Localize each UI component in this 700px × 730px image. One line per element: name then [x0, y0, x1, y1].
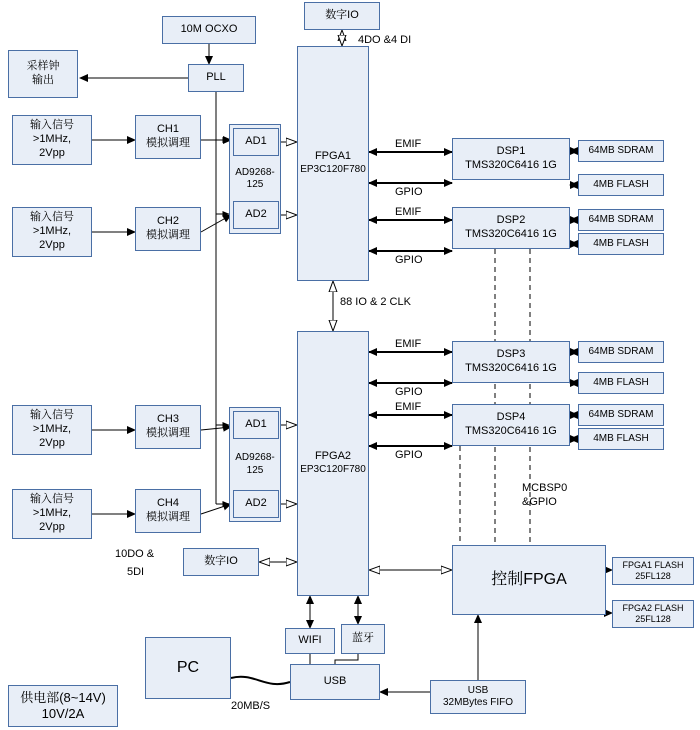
label-emif-dsp3: EMIF [395, 338, 422, 350]
box-label: USB [467, 684, 489, 696]
box-dsp2 [452, 207, 570, 249]
box-label: CH4 [156, 497, 179, 510]
box-input-signal-1 [12, 115, 92, 165]
box-label: WIFI [298, 634, 322, 647]
box-fpga1 [297, 46, 369, 281]
box-ad2-channel4 [233, 490, 279, 518]
box-ad1-channel3 [233, 411, 279, 439]
box-label: EP3C120F780 [300, 164, 366, 176]
box-label: 4MB FLASH [593, 178, 649, 190]
box-label: TMS320C6416 1G [465, 362, 557, 374]
box-label: FPGA2 FLASH [622, 602, 684, 613]
box-fpga2-flash [612, 600, 694, 628]
box-label: 125 [246, 179, 264, 190]
box-label: 4MB FLASH [593, 376, 649, 388]
label-usb-speed: 20MB/S [231, 700, 271, 712]
box-sdram-dsp4 [578, 404, 664, 426]
box-label: DSP1 [496, 145, 526, 158]
box-label: 控制FPGA [491, 571, 567, 588]
box-label: 2Vpp [39, 436, 65, 449]
box-label: 模拟调理 [146, 229, 190, 241]
box-label: CH3 [156, 413, 179, 426]
box-label: AD1 [245, 418, 267, 431]
box-label: AD2 [245, 497, 267, 510]
box-label: 模拟调理 [146, 427, 190, 439]
box-label: 25FL128 [635, 614, 671, 624]
box-label: >1MHz, [32, 423, 72, 436]
box-sdram-dsp1 [578, 140, 664, 162]
label-gpio-dsp3: GPIO [395, 386, 423, 398]
box-label: 输入信号 [30, 409, 74, 422]
box-control-fpga [452, 545, 606, 615]
box-dsp3 [452, 341, 570, 383]
box-label: 输入信号 [30, 211, 74, 224]
box-label: EP3C120F780 [300, 464, 366, 476]
box-label: FPGA1 [314, 150, 352, 163]
box-label: >1MHz, [32, 225, 72, 238]
box-flash-dsp3 [578, 372, 664, 394]
box-label: CH1 [156, 123, 179, 136]
box-label: 采样钟 [26, 60, 60, 73]
box-label: 模拟调理 [146, 137, 190, 149]
box-label: 64MB SDRAM [588, 213, 654, 225]
box-label: 64MB SDRAM [588, 144, 654, 156]
box-sdram-dsp2 [578, 209, 664, 231]
box-usb [290, 664, 380, 700]
box-input-signal-3 [12, 405, 92, 455]
box-digital-io-top [304, 2, 380, 30]
box-label: CH2 [156, 215, 179, 228]
label-gpio-dsp1: GPIO [395, 186, 423, 198]
box-label: 输入信号 [30, 493, 74, 506]
box-fpga1-flash [612, 557, 694, 585]
box-digital-io-bottom [183, 548, 259, 576]
box-label: >1MHz, [32, 133, 72, 146]
box-dsp4 [452, 404, 570, 446]
box-label: 蓝牙 [352, 632, 374, 645]
box-label: 模拟调理 [146, 511, 190, 523]
label-10do: 10DO & [115, 548, 155, 560]
box-label: 4MB FLASH [593, 237, 649, 249]
box-ch1-analog-conditioning [135, 115, 201, 159]
box-label: AD1 [245, 135, 267, 148]
box-pll [188, 64, 244, 92]
box-flash-dsp4 [578, 428, 664, 450]
box-label: DSP3 [496, 348, 526, 361]
box-label: 10V/2A [41, 706, 85, 721]
box-label: 数字IO [325, 9, 359, 22]
box-wifi [285, 628, 335, 654]
box-label: 数字IO [204, 555, 238, 568]
box-label: TMS320C6416 1G [465, 159, 557, 171]
box-label: DSP2 [496, 214, 526, 227]
label-emif-dsp1: EMIF [395, 138, 422, 150]
box-label: 4MB FLASH [593, 432, 649, 444]
box-label: PC [176, 659, 200, 676]
box-label: 25FL128 [635, 571, 671, 581]
box-ch3-analog-conditioning [135, 405, 201, 449]
box-bluetooth [341, 624, 385, 654]
label-mcbsp0: MCBSP0 [522, 482, 568, 494]
label-emif-dsp4: EMIF [395, 401, 422, 413]
box-label: TMS320C6416 1G [465, 228, 557, 240]
box-ch4-analog-conditioning [135, 489, 201, 533]
box-label: 32MBytes FIFO [442, 697, 513, 708]
box-label: 2Vpp [39, 520, 65, 533]
box-usb-fifo [430, 680, 526, 714]
label-5di: 5DI [127, 566, 145, 578]
box-label: USB [323, 675, 347, 688]
box-label: DSP4 [496, 411, 526, 424]
box-dsp1 [452, 138, 570, 180]
box-label: 输出 [32, 74, 54, 86]
box-label: PLL [206, 71, 226, 84]
label-gpio-dsp2: GPIO [395, 254, 423, 266]
box-flash-dsp2 [578, 233, 664, 255]
box-input-signal-4 [12, 489, 92, 539]
box-fpga2 [297, 331, 369, 596]
box-power-supply [8, 685, 118, 727]
box-label: 125 [246, 464, 264, 476]
box-input-signal-2 [12, 207, 92, 257]
box-ch2-analog-conditioning [135, 207, 201, 251]
label-emif-dsp2: EMIF [395, 206, 422, 218]
box-label: 2Vpp [39, 238, 65, 251]
box-label: 64MB SDRAM [588, 345, 654, 357]
box-label: 64MB SDRAM [588, 408, 654, 420]
label-4do-4di: 4DO &4 DI [358, 34, 412, 46]
box-label: >1MHz, [32, 507, 72, 520]
box-label: 2Vpp [39, 146, 65, 159]
box-flash-dsp1 [578, 174, 664, 196]
box-ocxo [162, 16, 256, 44]
box-label: AD2 [245, 208, 267, 221]
box-label: FPGA2 [314, 450, 352, 463]
box-sampling-clock-output [8, 50, 78, 98]
label-gpio-dsp4: GPIO [395, 449, 423, 461]
box-label: FPGA1 FLASH [622, 559, 684, 570]
label-88io-2clk: 88 IO & 2 CLK [340, 296, 411, 308]
box-label: AD9268- [235, 452, 275, 463]
box-label: 输入信号 [30, 119, 74, 132]
box-label: TMS320C6416 1G [465, 425, 557, 437]
box-pc [145, 637, 231, 699]
box-ad1-channel1 [233, 128, 279, 156]
box-label: 10M OCXO [180, 23, 238, 36]
box-sdram-dsp3 [578, 341, 664, 363]
label-and-gpio: &GPIO [522, 496, 557, 508]
box-ad2-channel2 [233, 201, 279, 229]
box-label: 供电部(8~14V) [20, 689, 106, 705]
box-label: AD9268- [235, 166, 275, 178]
